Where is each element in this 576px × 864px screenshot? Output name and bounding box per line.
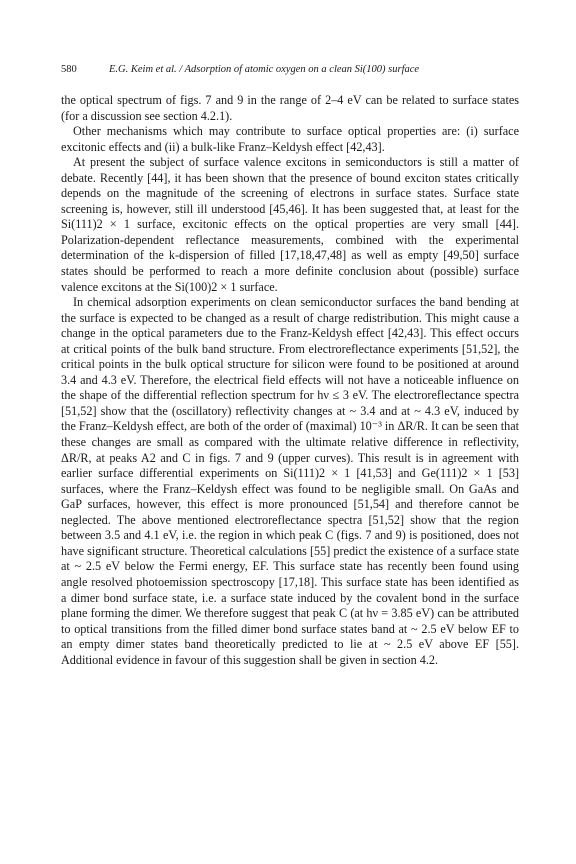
page-number: 580 xyxy=(61,64,77,75)
page-header xyxy=(61,64,519,78)
body-text xyxy=(61,93,519,668)
paragraph-continuation: the optical spectrum of figs. 7 and 9 in the range of 2–4 eV can be related to surface states (for a discussion see section 4.2.1). xyxy=(61,93,519,123)
paragraph-franz-keldysh: In chemical adsorption experiments on clean semiconductor surfaces the band bending at the surface is expected to be changed as a result of charge redistribution. This might cause a change in the optical parameters due to the Franz-Keldysh effect [42,43]. This effect occurs at critical points of the bulk band structure. From electroreflectance experiments [51,52], the critical points in the bulk optical structure for silicon were found to be positioned at around 3.4 and 4.3 eV. Therefore, the electrical field effects will not have a noticeable influence on the shape of the differential reflection spectrum for hν ≤ 3 eV. The electroreflectance spectra [51,52] show that the (oscillatory) reflectivity changes at ~ 3.4 and at ~ 4.3 eV, induced by the Franz–Keldysh effect, are both of the order of (maximal) 10⁻³ in ΔR/R. It can be seen that these changes are small as compared with the ultimate relative difference in reflectivity, ΔR/R, at peaks A2 and C in figs. 7 and 9 (upper curves). This result is in agreement with earlier surface differential experiments on Si(111)2 × 1 [41,53] and Ge(111)2 × 1 [53] surfaces, where the Franz–Keldysh effect was found to be negligible small. On GaAs and GaP surfaces, however, this effect is more pronounced [51,54] and therefore cannot be neglected. The above mentioned electroreflectance spectra [51,52] show that the region between 3.5 and 4.1 eV, i.e. the region in which peak C (figs. 7 and 9) is positioned, does not have significant structure. Theoretical calculations [55] predict the existence of a surface state at ~ 2.5 eV below the Fermi energy, EF. This surface state has recently been found using angle resolved photoemission spectroscopy [17,18]. This surface state has been identified as a dimer bond surface state, i.e. a surface state induced by the covalent bond in the surface plane forming the dimer. We therefore suggest that peak C (at hν = 3.85 eV) can be attributed to optical transitions from the filled dimer bond surface states band at ~ 2.5 eV below EF to an empty dimer states band theoretically predicted to lie at ~ 2.5 eV above EF [55]. Additional evidence in favour of this suggestion shall be given in section 4.2. xyxy=(61,295,519,667)
running-head: E.G. Keim et al. / Adsorption of atomic oxygen on a clean Si(100) surface xyxy=(109,64,420,75)
paragraph-surface-excitons: At present the subject of surface valence excitons in semiconductors is still a matter of debate. Recently [44], it has been shown that the presence of bound exciton states critically depends on the magnitude of the screening of electrons in surface states. Surface state screening is, however, still ill understood [45,46]. It has been suggested that, at least for the Si(111)2 × 1 surface, excitonic effects on the optical properties are very small [44]. Polarization-dependent reflectance measurements, combined with the experimental determination of the k-dispersion of filled [17,18,47,48] as well as empty [49,50] surface states should be performed to reach a more definite conclusion about (possible) surface valence excitons at the Si(100)2 × 1 surface. xyxy=(61,155,519,294)
paragraph-mechanisms: Other mechanisms which may contribute to surface optical properties are: (i) surface excitonic effects and (ii) a bulk-like Franz–Keldysh effect [42,43]. xyxy=(61,124,519,154)
